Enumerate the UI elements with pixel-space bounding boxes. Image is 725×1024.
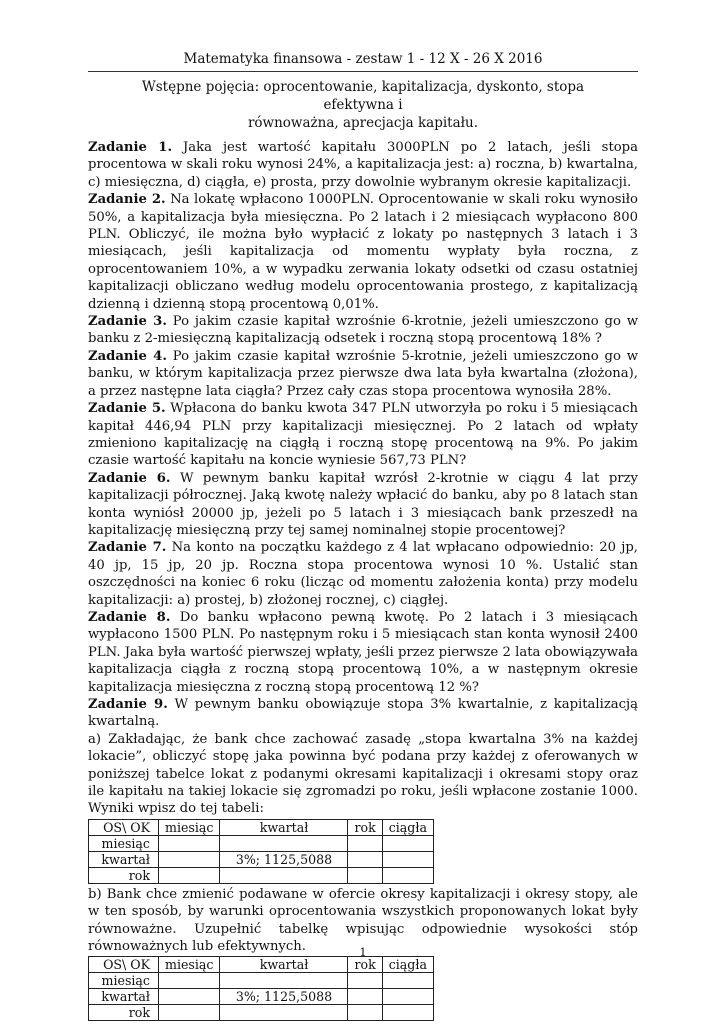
table-cell: [382, 973, 433, 989]
task-text: W pewnym banku obowiązuje stopa 3% kwartalnie, z kapitalizacją kwartalną.: [88, 697, 638, 730]
task-2: [88, 191, 638, 313]
task-8: [88, 609, 638, 696]
task-label: Zadanie 7.: [88, 540, 167, 556]
table-cell: [220, 1005, 348, 1021]
table-header-row: [89, 957, 434, 973]
table-cell: 3%; 1125,5088: [220, 989, 348, 1005]
table-header-cell: rok: [348, 957, 382, 973]
table-row: [89, 989, 434, 1005]
table-cell: [220, 973, 348, 989]
row-label: miesiąc: [89, 835, 159, 851]
table-header-cell: OS\ OK: [89, 819, 159, 835]
task-label: Zadanie 3.: [88, 314, 167, 330]
document-page: [88, 0, 638, 1024]
table-row: [89, 867, 434, 883]
task-label: Zadanie 4.: [88, 348, 167, 364]
row-label: miesiąc: [89, 973, 159, 989]
rate-table-a: [88, 819, 434, 884]
table-cell: [382, 1005, 433, 1021]
task-text: Na konto na początku każdego z 4 lat wpłacano odpowiednio: 20 jp, 40 jp, 15 jp, 20 jp. Roczna stopa procentowa wynosi 10 %. Ustalić stan oszczędności na koniec 6 roku (licząc od momentu założenia konta) przy modelu kapitalizacji: a) prostej, b) złożonej rocznej, c) ciągłej.: [88, 540, 638, 608]
task-7: [88, 539, 638, 609]
task-label: Zadanie 5.: [88, 401, 166, 417]
task-label: Zadanie 1.: [88, 140, 173, 155]
table-cell: [348, 835, 382, 851]
task-1: [88, 139, 638, 191]
row-label: rok: [89, 1005, 159, 1021]
table-cell: [220, 867, 348, 883]
table-cell: [159, 851, 220, 867]
rate-table-b: [88, 956, 434, 1021]
table-header-cell: ciągła: [382, 819, 433, 835]
task-text: Po jakim czasie kapitał wzrośnie 6-krotnie, jeżeli umieszczono go w banku z 2-miesięczną kapitalizacją odsetek i roczną stopą procentową 18% ?: [88, 314, 638, 347]
table-row: [89, 973, 434, 989]
table-cell: [348, 989, 382, 1005]
task-9-part-a: a) Zakładając, że bank chce zachować zasadę „stopa kwartalna 3% na każdej lokacie”, obliczyć stopę jaka powinna być podana przy każdej z oferowanych w poniższej tabelce lokat z podanymi okresami kapitalizacji i okresami stopy oraz ile kapitału na takiej lokacie się zgromadzi po roku, jeśli wpłacone zostanie 1000. Wyniki wpisz do tej tabeli:: [88, 731, 638, 817]
table-cell: [159, 867, 220, 883]
task-label: Zadanie 8.: [88, 609, 171, 625]
task-label: Zadanie 2.: [88, 192, 166, 208]
table-header-cell: miesiąc: [159, 957, 220, 973]
table-header-cell: OS\ OK: [89, 957, 159, 973]
table-cell: [382, 989, 433, 1005]
table-cell: 3%; 1125,5088: [220, 851, 348, 867]
table-cell: [159, 1005, 220, 1021]
table-header-cell: rok: [348, 819, 382, 835]
task-list: [88, 139, 638, 1023]
subtitle-line-2: równoważna, aprecjacja kapitału.: [247, 115, 479, 131]
task-9: [88, 696, 638, 731]
task-text: W pewnym banku kapitał wzrósł 2-krotnie w ciągu 4 lat przy kapitalizacji półrocznej. Jaką kwotę należy wpłacić do banku, aby po 8 latach stan konta wyniósł 20000 jp, jeżeli po 5 latach i 3 miesiącach bank przeszedł na kapitalizację miesięczną przy tej samej nominalnej stopie procentowej?: [88, 470, 638, 538]
task-text: Do banku wpłacono pewną kwotę. Po 2 latach i 3 miesiącach wypłacono 1500 PLN. Po następnym roku i 5 miesiącach stan konta wynosił 2400 PLN. Jaka była wartość pierwszej wpłaty, jeśli przez pierwsze 2 lata obowiązywała kapitalizacja ciągła z roczną stopą procentową 10%, a w następnym okresie kapitalizacja miesięczna z roczną stopą procentową 12 %?: [88, 609, 638, 695]
task-5: [88, 400, 638, 470]
table-cell: [159, 989, 220, 1005]
table-cell: [382, 867, 433, 883]
document-subtitle: [108, 78, 618, 132]
table-header-cell: kwartał: [220, 819, 348, 835]
table-cell: [348, 973, 382, 989]
table-cell: [382, 851, 433, 867]
task-6: [88, 470, 638, 540]
page-number: 1: [359, 946, 367, 959]
task-text: Po jakim czasie kapitał wzrośnie 5-krotnie, jeżeli umieszczono go w banku, w którym kapitalizacja przez pierwsze dwa lata była kwartalna (złożona), a przez następne lata ciągła? Przez cały czas stopa procentowa wynosiła 28%.: [88, 348, 638, 399]
task-label: Zadanie 9.: [88, 697, 168, 712]
row-label: kwartał: [89, 851, 159, 867]
table-row: [89, 851, 434, 867]
table-row: [89, 1005, 434, 1021]
table-header-cell: ciągła: [382, 957, 433, 973]
task-4: [88, 348, 638, 400]
table-cell: [382, 835, 433, 851]
table-header-cell: miesiąc: [159, 819, 220, 835]
document-title: Matematyka finansowa - zestaw 1 - 12 X - 26 X 2016: [183, 51, 543, 67]
table-header-row: [89, 819, 434, 835]
table-header-cell: kwartał: [220, 957, 348, 973]
row-label: kwartał: [89, 989, 159, 1005]
task-label: Zadanie 6.: [88, 470, 171, 486]
table-cell: [159, 973, 220, 989]
task-9-part-b: b) Bank chce zmienić podawane w ofercie okresy kapitalizacji i okresy stopy, ale w ten sposób, by warunki oprocentowania wszystkich proponowanych lokat były równoważne. Uzupełnić tabelkę wpisując odpowiednie wysokości stóp równoważnych lub efektywnych.: [88, 886, 638, 955]
task-3: [88, 313, 638, 348]
row-label: rok: [89, 867, 159, 883]
subtitle-line-1: Wstępne pojęcia: oprocentowanie, kapitalizacja, dyskonto, stopa efektywna i: [141, 79, 585, 113]
table-row: [89, 835, 434, 851]
table-cell: [348, 1005, 382, 1021]
task-text: Wpłacona do banku kwota 347 PLN utworzyła po roku i 5 miesiącach kapitał 446,94 PLN przy kapitalizacji miesięcznej. Po 2 latach od wpłaty zmieniono kapitalizację na ciągłą i roczną stopę procentową na 9%. Po jakim czasie wartość kapitału na koncie wyniesie 567,73 PLN?: [88, 401, 638, 469]
table-cell: [348, 867, 382, 883]
task-text: Jaka jest wartość kapitału 3000PLN po 2 latach, jeśli stopa procentowa w skali roku wynosi 24%, a kapitalizacja jest: a) roczna, b) kwartalna, c) miesięczna, d) ciągła, e) prosta, przy dowolnie wybranym okresie kapitalizacji.: [88, 140, 638, 190]
table-cell: [348, 851, 382, 867]
task-text: Na lokatę wpłacono 1000PLN. Oprocentowanie w skali roku wynosiło 50%, a kapitalizacja była miesięczna. Po 2 latach i 2 miesiącach wypłacono 800 PLN. Obliczyć, ile można było wypłacić z lokaty po następnych 3 latach i 3 miesiącach, jeśli kapitalizacja od momentu wypłaty była roczna, z oprocentowaniem 10%, a w wypadku zerwania lokaty odsetki od czasu ostatniej kapitalizacji obliczano według modelu oprocentowania prostego, z kapitalizacją dzienną i dzienną stopą procentową 0,01%.: [88, 192, 638, 312]
table-cell: [159, 835, 220, 851]
header-divider: [88, 71, 638, 72]
table-cell: [220, 835, 348, 851]
